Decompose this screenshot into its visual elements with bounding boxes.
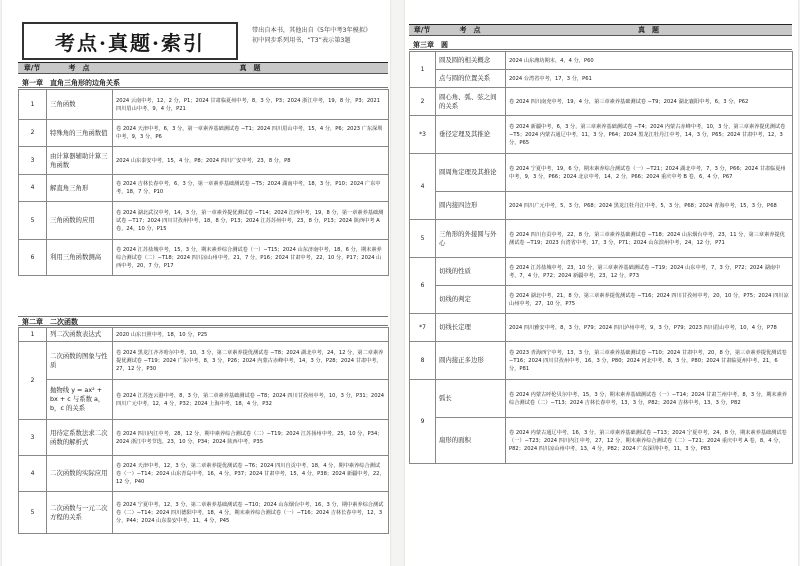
- exam-point: 特殊角的三角函数值: [47, 120, 113, 147]
- exam-point: 二次函数的实际应用: [47, 456, 113, 492]
- table-row: [19, 202, 389, 240]
- chapter-3-title: 第三章 圆: [409, 40, 792, 50]
- left-table-header: [18, 62, 388, 74]
- header-point: 考 点: [459, 26, 481, 34]
- exam-refs: 卷 2024 黑龙江齐齐哈尔中考，10，3 分，第二章素养提优测试卷 −T8；2024 湖北中考，24，12 分，第二章素养提优测试卷 −T19；2024 广东中考，8，3 分，P26；2024 内蒙古赤峰中考，14，3 分，P28；2024 甘肃中考，27，12 分，P30: [113, 342, 389, 380]
- exam-refs: 卷 2024 四川南充中考，19，4 分，第三章素养基础测试卷 −T9；2024 湖北襄阳中考，6，3 分，P62: [506, 88, 793, 116]
- exam-refs: 卷 2024 吉林长春中考，6，3 分，第一章素养基础测试卷 −T5；2024 湖南中考，18，3 分，P10；2024 广东中考，18，7 分，P10: [113, 175, 389, 202]
- row-number: 3: [19, 420, 47, 456]
- table-row: [410, 380, 793, 418]
- table-row: [19, 240, 389, 276]
- exam-point: 列二次函数表达式: [47, 328, 113, 342]
- exam-refs: 2020 山东日照中考，18，10 分，P25: [113, 328, 389, 342]
- exam-refs: 2024 四川雅安中考，8，3 分，P79；2024 四川泸州中考，9，3 分，P79；2023 四川眉山中考，10，4 分，P78: [506, 314, 793, 342]
- exam-refs: 卷 2024 宁夏中考，19，6 分，期末素养综合测试卷（一）−T21；2024 湖北中考，7，3 分，P66；2024 甘肃临夏州中考，9，3 分，P66；2024 北京中考，14，2 分，P66；2024 重庆中考 B 卷，6，4 分，P67: [506, 154, 793, 192]
- header-chapter: 章/节: [413, 26, 431, 34]
- exam-point: 用待定系数法求二次函数的解析式: [47, 420, 113, 456]
- exam-refs: 卷 2023 青海西宁中考，13，3 分，第三章素养基础测试卷 −T10；2024 甘肃中考，20，8 分，第三章素养提优测试卷 −T16；2024 四川甘孜州中考，16，3 分，P80；2024 河北中考，8，3 分，P80；2024 甘肃临夏州中考，21，6 分，P81: [506, 342, 793, 380]
- exam-point: 圆内接正多边形: [436, 342, 506, 380]
- table-row: [19, 328, 389, 342]
- exam-point: 解直角三角形: [47, 175, 113, 202]
- exam-point: 圆周角定理及其推论: [436, 154, 506, 192]
- row-number: 5: [19, 492, 47, 534]
- exam-refs: 卷 2024 内蒙古呼伦贝尔中考，15，3 分，期末素养基础测试卷（一）−T14；2024 甘肃兰州中考，8，3 分，期末素养综合测试卷（二）−T13；2024 吉林长春中考，13，3 分，P82；2024 吉林中考，13，3 分，P82: [506, 380, 793, 418]
- table-row: [410, 314, 793, 342]
- table-row: [19, 175, 389, 202]
- row-number: 5: [19, 202, 47, 240]
- index-note-line-1: 带出自本书，其他出自《5年中考3年模拟》: [252, 27, 372, 34]
- table-row: [410, 116, 793, 154]
- table-row: [410, 418, 793, 464]
- exam-point: 切线的判定: [436, 286, 506, 314]
- table-row: [410, 220, 793, 258]
- exam-point: 二次函数的图象与性质: [47, 342, 113, 380]
- exam-refs: 2024 山东泰安中考，15，4 分，P8；2024 四川广安中考，23，8 分，P8: [113, 147, 389, 175]
- table-row: [410, 342, 793, 380]
- row-number: 2: [19, 120, 47, 147]
- row-number: 1: [19, 90, 47, 120]
- exam-refs: 卷 2024 内蒙古通辽中考，16，3 分，第三章素养基础测试卷 −T13；2024 宁夏中考，24，8 分，期末素养基础测试卷（一）−T23；2024 四川内江中考，27，12 分，期末素养综合测试卷（二）−T21；2024 重庆中考 A 卷，8，4 分，P82；2024 四川凉山州中考，13，4 分，P82；2024 广东深圳中考，11，3 分，P83: [506, 418, 793, 464]
- table-row: [410, 286, 793, 314]
- exam-refs: 卷 2024 天津中考，6，3 分，第一章素养基础测试卷 −T1；2024 四川眉山中考，15，4 分，P6；2023 广东深圳中考，9，3 分，P6: [113, 120, 389, 147]
- right-page: [405, 0, 798, 566]
- table-row: [410, 88, 793, 116]
- exam-refs: 卷 2024 四川内江中考，28，12 分，期中素养综合测试卷（二）−T19；2024 江苏扬州中考，25，10 分，P34；2024 浙江中考节选，23，10 分，P34；2024 陕西中考，P35: [113, 420, 389, 456]
- table-row: [19, 90, 389, 120]
- header-chapter: 章/节: [23, 64, 41, 72]
- row-number: 1: [19, 328, 47, 342]
- exam-refs: 卷 2024 江苏盐城中考，15，3 分，期末素养综合测试卷（一）−T15；2024 山东济南中考，18，6 分，期末素养综合测试卷（二）−T18；2024 四川凉山州中考，21，7 分，P16；2024 甘肃中考，22，10 分，P17；2024 山西中考，20，7 分，P17: [113, 240, 389, 276]
- row-number: 4: [19, 456, 47, 492]
- exam-point: 点与圆的位置关系: [436, 70, 506, 88]
- row-number: 6: [410, 258, 436, 314]
- exam-point: 三角函数: [47, 90, 113, 120]
- table-row: [410, 154, 793, 192]
- left-page: [2, 0, 390, 566]
- header-exam: 真 题: [239, 64, 261, 72]
- exam-refs: 卷 2024 四川自贡中考，22，8 分，第三章素养基础测试卷 −T18；2024 山东烟台中考，23，11 分，第三章素养提优测试卷 −T19；2023 台湾省中考，17，3 分，P71；2024 山东滨州中考，24，12 分，P71: [506, 220, 793, 258]
- exam-refs: 2024 云南中考，12，2 分，P1；2024 甘肃临夏州中考，8，3 分，P3；2024 浙江中考，19，8 分，P3；2021 四川眉山中考，9，4 分，P21: [113, 90, 389, 120]
- row-number: 3: [19, 147, 47, 175]
- exam-point: 二次函数与一元二次方程的关系: [47, 492, 113, 534]
- exam-point: 弧长: [436, 380, 506, 418]
- exam-refs: 卷 2024 江苏连云港中考，8，3 分，第二章素养基础测试卷 −T8；2024 四川甘孜州中考，10，3 分，P31；2024 四川广元中考，12，4 分，P32；2024 上海中考，18，4 分，P32: [113, 380, 389, 420]
- table-row: [19, 456, 389, 492]
- row-number: 5: [410, 220, 436, 258]
- exam-point: 圆及圆的相关概念: [436, 52, 506, 70]
- row-number: 4: [410, 154, 436, 220]
- header-exam: 真 题: [638, 26, 659, 34]
- table-row: [410, 258, 793, 286]
- table-row: [410, 70, 793, 88]
- exam-refs: 卷 2024 天津中考，12，3 分，第二章素养提优测试卷 −T6；2024 四川自贡中考，18，4 分，期中素养综合测试卷（一）−T14；2024 山东青岛中考，16，4 分，P37；2024 甘肃中考，15，4 分，P38；2024 新疆中考，22，12 分，P40: [113, 456, 389, 492]
- row-number: *3: [410, 116, 436, 154]
- index-note: [252, 26, 387, 46]
- chapter-3-table: [409, 51, 793, 464]
- chapter-1-title: 第一章 直角三角形的边角关系: [18, 78, 388, 88]
- row-number: 2: [19, 342, 47, 420]
- row-number: 8: [410, 342, 436, 380]
- table-row: [19, 420, 389, 456]
- table-row: [410, 52, 793, 70]
- exam-refs: 卷 2024 江苏盐城中考，23，10 分，第三章素养基础测试卷 −T19；2024 山东中考，7，3 分，P72；2024 湖南中考，7，4 分，P72；2024 新疆中考，23，12 分，P73: [506, 258, 793, 286]
- exam-refs: 卷 2024 湖北武汉中考，14，3 分，第一章素养提优测试卷 −T14；2024 江西中考，19，8 分，第一章素养基础测试卷 −T17；2024 四川甘孜州中考，18，8 分，P13；2024 江苏苏州中考，23，8 分，P13；2024 陕西中考 A 卷，24，10 分，P15: [113, 202, 389, 240]
- table-row: [19, 380, 389, 420]
- row-number: 6: [19, 240, 47, 276]
- row-number: 1: [410, 52, 436, 88]
- exam-point: 利用三角函数测高: [47, 240, 113, 276]
- chapter-2-table: [18, 327, 389, 534]
- exam-point: 由计算器辅助计算三角函数: [47, 147, 113, 175]
- exam-refs: 卷 2024 新疆中考，6，3 分，第三章素养基础测试卷 −T4；2024 内蒙古赤峰中考，10，3 分，第三章素养提优测试卷 −T5；2024 内蒙古通辽中考，11，3 分，P64；2024 黑龙江牡丹江中考，14，3 分，P65；2024 甘肃中考，12，3 分，P65: [506, 116, 793, 154]
- table-row: [19, 120, 389, 147]
- exam-refs: 2024 四川广元中考，5，3 分，P68；2024 黑龙江牡丹江中考，5，3 分，P68；2024 青海中考，15，3 分，P68: [506, 192, 793, 220]
- header-point: 考 点: [68, 64, 90, 72]
- right-table-header: [409, 24, 792, 36]
- index-title: 考点·真题·索引: [22, 22, 238, 60]
- exam-point: 圆内接四边形: [436, 192, 506, 220]
- table-row: [410, 192, 793, 220]
- exam-point: 垂径定理及其推论: [436, 116, 506, 154]
- exam-refs: 卷 2024 宁夏中考，12，3 分，第二章素养基础测试卷 −T10；2024 山东烟台中考，16，3 分，期中素养综合测试卷（二）−T14；2024 四川德阳中考，18，4 分，期末素养综合测试卷（一）−T16；2024 吉林长春中考，12，3 分，P44；2024 山东泰安中考，11，4 分，P45: [113, 492, 389, 534]
- table-row: [19, 492, 389, 534]
- exam-point: 三角形的外接圆与外心: [436, 220, 506, 258]
- table-row: [19, 147, 389, 175]
- exam-refs: 2024 山东潍坊期末，4，4 分，P60: [506, 52, 793, 70]
- exam-point: 切线长定理: [436, 314, 506, 342]
- row-number: *7: [410, 314, 436, 342]
- exam-refs: 卷 2024 湖北中考，21，8 分，第三章素养提优测试卷 −T16；2024 四川甘孜州中考，20，10 分，P75；2024 四川凉山州中考，27，10 分，P75: [506, 286, 793, 314]
- exam-refs: 2024 台湾省中考，17，3 分，P61: [506, 70, 793, 88]
- exam-point: 圆心角、弧、弦之间的关系: [436, 88, 506, 116]
- exam-point: 切线的性质: [436, 258, 506, 286]
- index-note-line-2: 初中同步系列用书，“T3”表示第3题: [252, 37, 351, 44]
- exam-point: 抛物线 y = ax² + bx + c 与系数 a，b，c 的关系: [47, 380, 113, 420]
- exam-point: 扇形的面积: [436, 418, 506, 464]
- table-row: [19, 342, 389, 380]
- chapter-2-title: 第二章 二次函数: [18, 316, 388, 326]
- row-number: 9: [410, 380, 436, 464]
- row-number: 4: [19, 175, 47, 202]
- chapter-1-table: [18, 89, 389, 276]
- exam-point: 三角函数的应用: [47, 202, 113, 240]
- row-number: 2: [410, 88, 436, 116]
